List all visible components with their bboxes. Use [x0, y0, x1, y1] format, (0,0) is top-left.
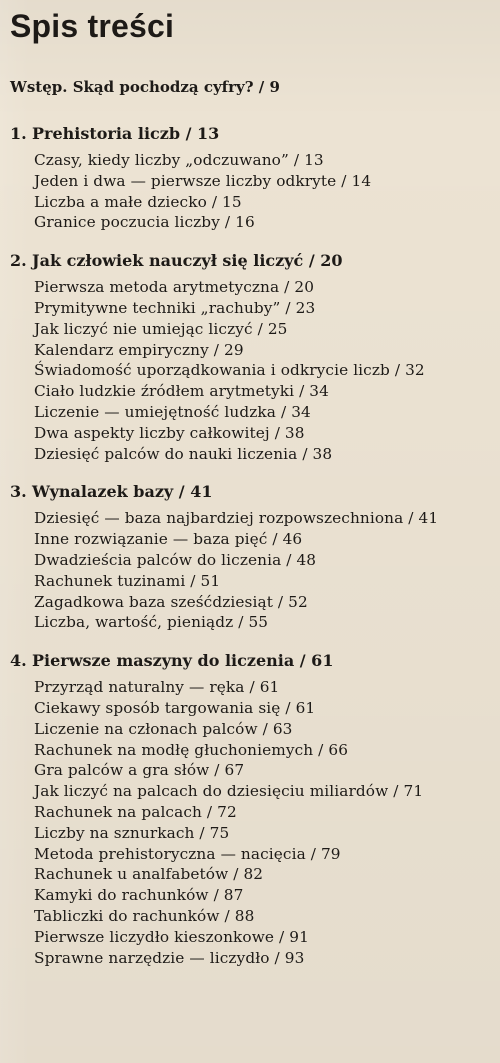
toc-item: Prymitywne techniki „rachuby” / 23 [34, 298, 316, 317]
toc-item: Liczenie na członach palców / 63 [34, 719, 293, 738]
chapter-number: 4. [10, 651, 27, 671]
chapter-items [10, 508, 496, 633]
chapter-heading [10, 124, 496, 150]
toc-item: Rachunek na modłę głuchoniemych / 66 [34, 740, 349, 759]
chapter-title: Wynalazek bazy / 41 [32, 482, 213, 502]
toc-item: Ciało ludzkie źródłem arytmetyki / 34 [34, 382, 329, 401]
toc-item: Kalendarz empiryczny / 29 [34, 340, 244, 359]
chapter-title: Prehistoria liczb / 13 [32, 124, 220, 143]
chapter-number: 2. [10, 251, 27, 271]
chapter-heading [10, 651, 496, 677]
chapter-4 [10, 651, 496, 968]
toc-item: Gra palców a gra słów / 67 [34, 761, 245, 780]
toc-item: Inne rozwiązanie — baza pięć / 46 [34, 530, 303, 549]
chapter-2 [10, 251, 496, 464]
chapter-items [10, 677, 496, 968]
page-title: Spis treści [10, 8, 175, 44]
chapter-items [10, 150, 496, 233]
chapter-title: Pierwsze maszyny do liczenia / 61 [32, 651, 334, 671]
toc-item: Dwadzieścia palców do liczenia / 48 [34, 550, 317, 569]
toc-item: Tabliczki do rachunków / 88 [34, 906, 255, 925]
toc-item: Jak liczyć nie umiejąc liczyć / 25 [34, 319, 288, 338]
toc-item: Metoda prehistoryczna — nacięcia / 79 [34, 844, 341, 863]
toc-item: Ciekawy sposób targowania się / 61 [34, 698, 316, 717]
toc-item: Liczba, wartość, pieniądz / 55 [34, 613, 269, 632]
toc-item: Dziesięć — baza najbardziej rozpowszechniona / 41 [34, 509, 439, 528]
toc-item: Liczba a małe dziecko / 15 [34, 192, 242, 211]
toc-item: Rachunek tuzinami / 51 [34, 571, 221, 590]
toc-item: Granice poczucia liczby / 16 [34, 213, 255, 232]
chapter-1 [10, 124, 496, 233]
chapter-number: 1. [10, 124, 27, 143]
toc-item: Pierwsze liczydło kieszonkowe / 91 [34, 927, 309, 946]
toc-item: Sprawne narzędzie — liczydło / 93 [34, 948, 305, 967]
toc-item: Jak liczyć na palcach do dziesięciu miliardów / 71 [34, 782, 424, 801]
chapter-3 [10, 482, 496, 633]
toc-item: Kamyki do rachunków / 87 [34, 886, 244, 905]
chapter-heading [10, 251, 496, 277]
toc-item: Czasy, kiedy liczby „odczuwano” / 13 [34, 151, 324, 169]
toc-item: Dwa aspekty liczby całkowitej / 38 [34, 423, 305, 442]
toc-item: Przyrząd naturalny — ręka / 61 [34, 678, 280, 697]
toc-item: Rachunek u analfabetów / 82 [34, 865, 264, 884]
toc-item: Liczenie — umiejętność ludzka / 34 [34, 402, 311, 421]
toc-item: Świadomość uporządkowania i odkrycie liczb / 32 [34, 361, 425, 380]
chapter-title: Jak człowiek nauczył się liczyć / 20 [32, 251, 343, 271]
chapter-items [10, 277, 496, 464]
intro-entry: Wstęp. Skąd pochodzą cyfry? / 9 [10, 78, 280, 96]
toc-item: Rachunek na palcach / 72 [34, 802, 237, 821]
toc-item: Zagadkowa baza sześćdziesiąt / 52 [34, 592, 308, 611]
toc-item: Dziesięć palców do nauki liczenia / 38 [34, 444, 333, 463]
chapter-heading [10, 482, 496, 508]
toc-item: Jeden i dwa — pierwsze liczby odkryte / 14 [34, 171, 372, 190]
chapter-number: 3. [10, 482, 27, 502]
toc-item: Pierwsza metoda arytmetyczna / 20 [34, 278, 315, 297]
toc-item: Liczby na sznurkach / 75 [34, 823, 230, 842]
table-of-contents [10, 124, 496, 986]
